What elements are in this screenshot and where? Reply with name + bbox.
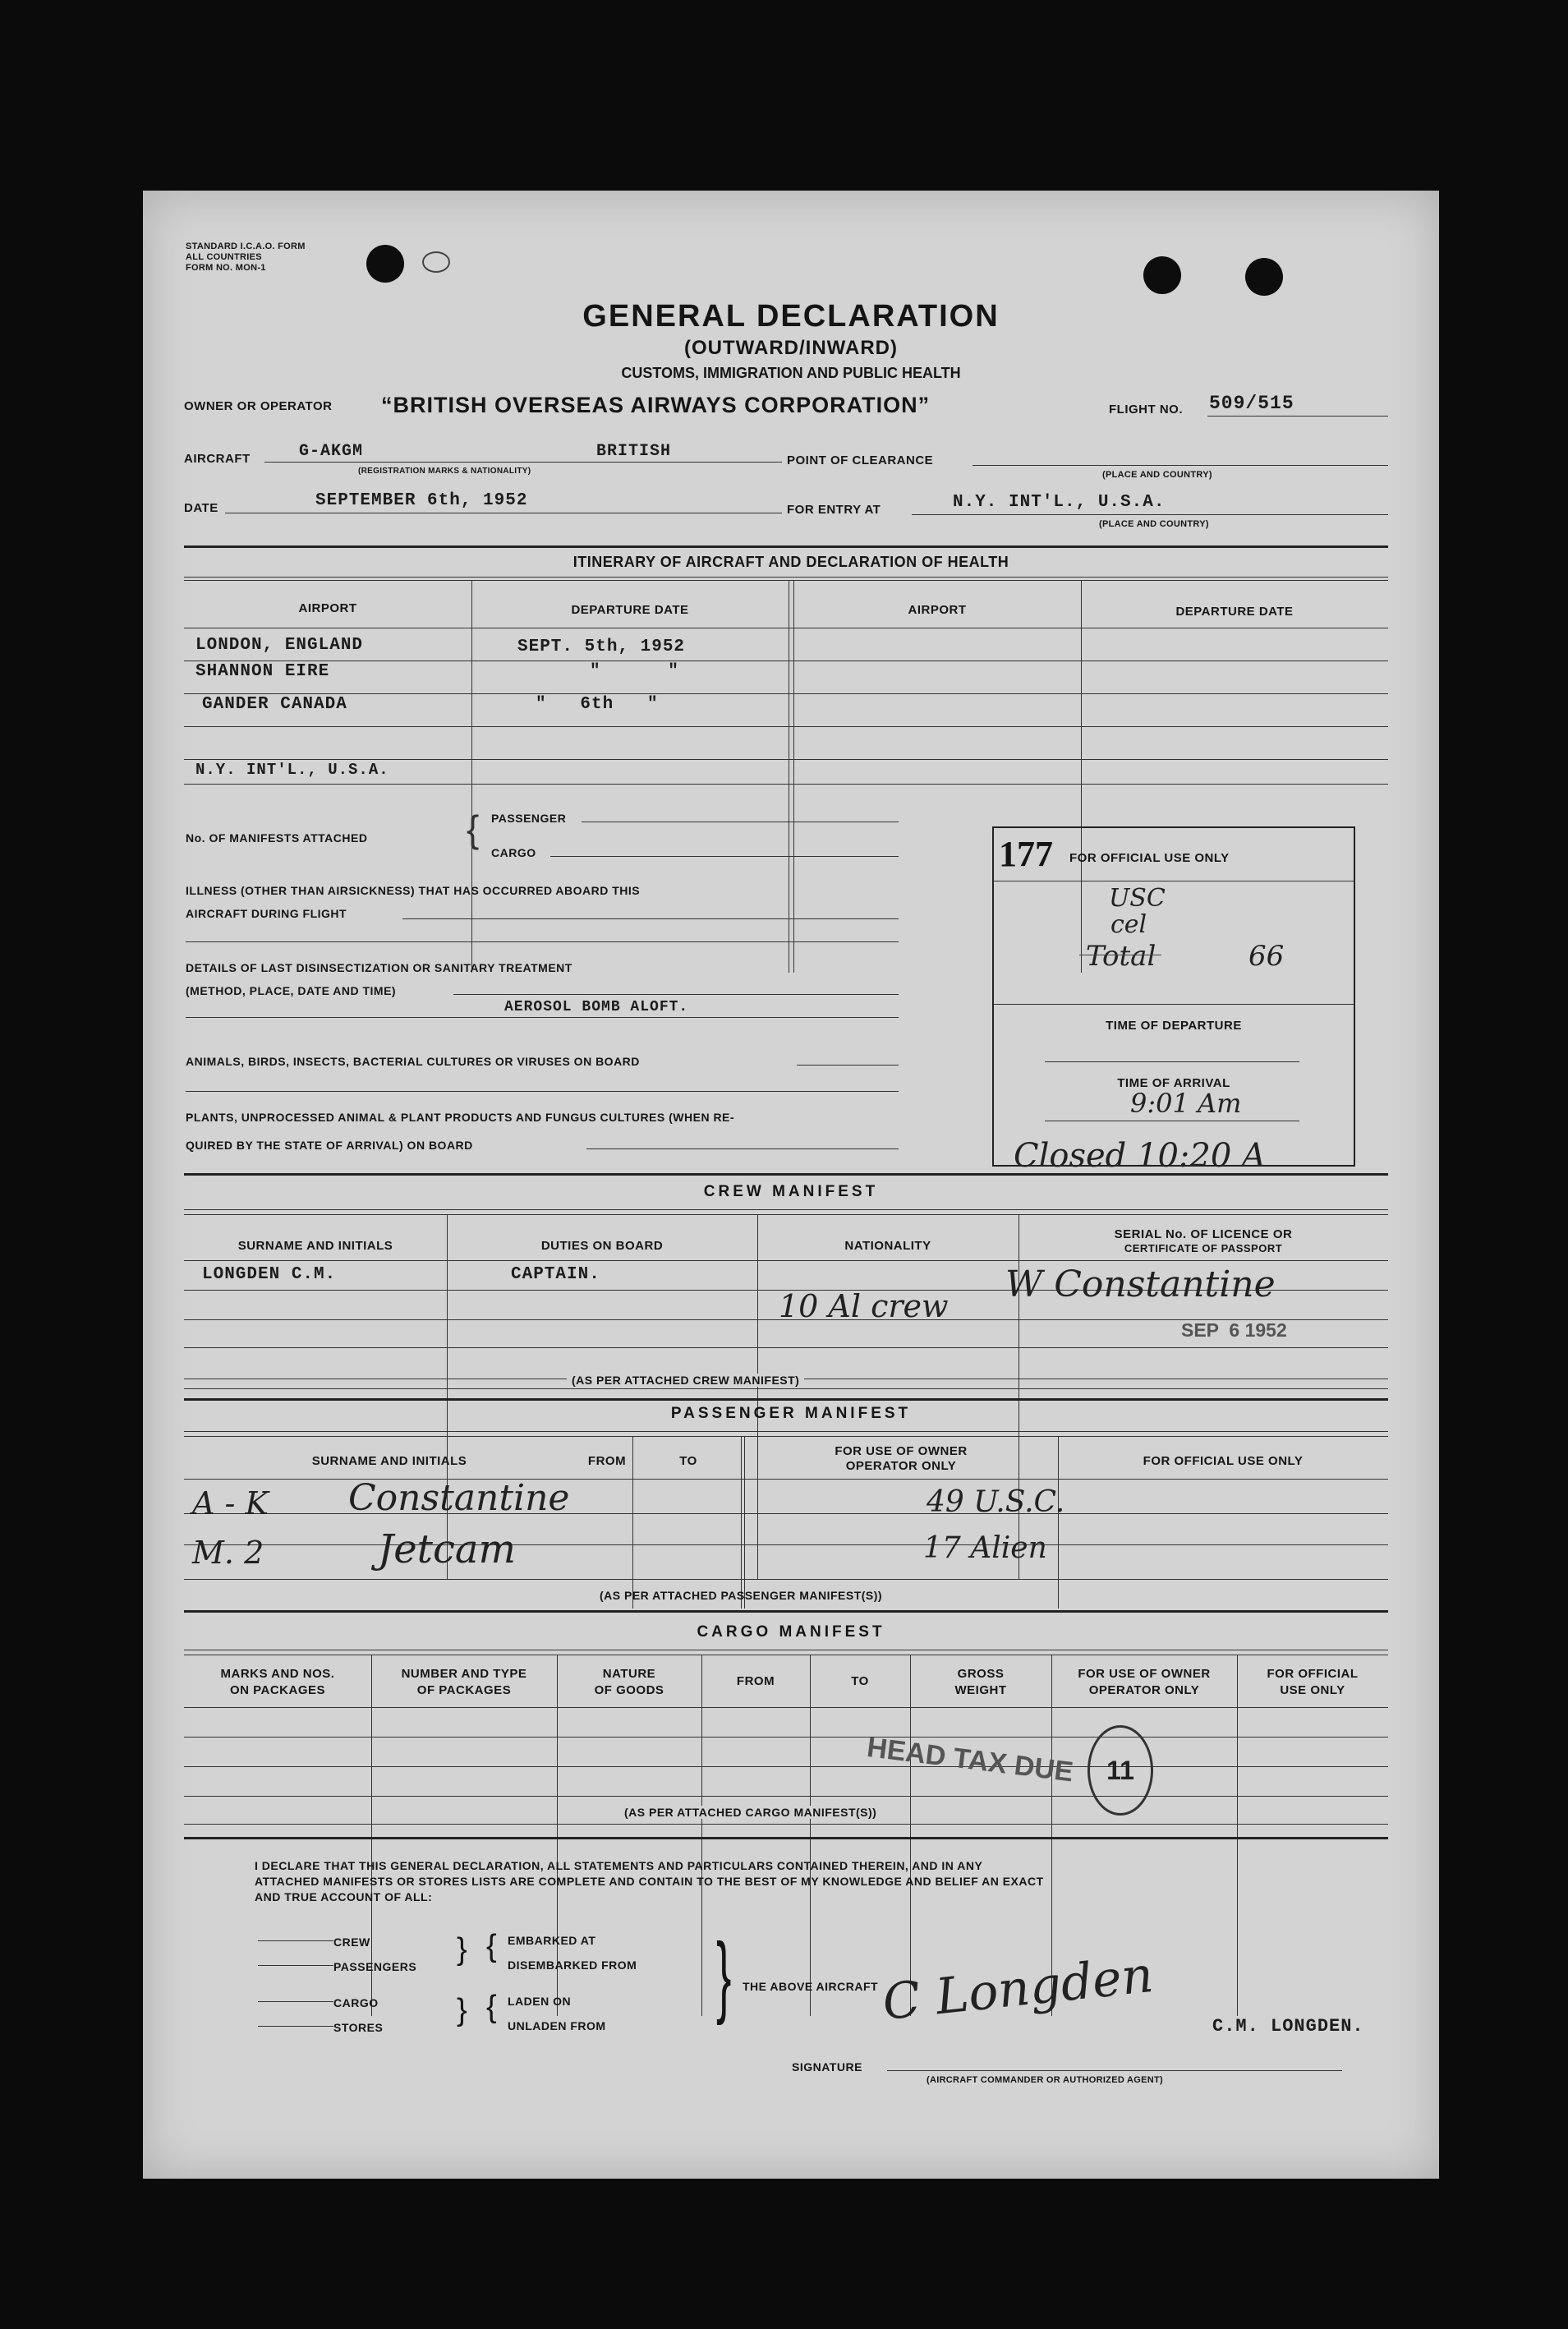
form-standard-line: STANDARD I.C.A.O. FORM bbox=[186, 242, 306, 251]
clearance-label: POINT OF CLEARANCE bbox=[787, 453, 934, 467]
declaration-line-3: AND TRUE ACCOUNT OF ALL: bbox=[255, 1890, 433, 1903]
itinerary-title: ITINERARY OF AIRCRAFT AND DECLARATION OF HEALTH bbox=[572, 554, 1009, 570]
cargo-header-to: TO bbox=[851, 1674, 869, 1688]
crew-date-stamp: SEP 6 1952 bbox=[1181, 1319, 1287, 1341]
official-hand-total: Total bbox=[1086, 940, 1156, 973]
time-of-departure: TIME OF DEPARTURE bbox=[1106, 1019, 1242, 1033]
passenger-manifest-title: PASSENGER MANIFEST bbox=[670, 1405, 912, 1422]
page-subtitle-2: CUSTOMS, IMMIGRATION AND PUBLIC HEALTH bbox=[621, 365, 961, 381]
crew-nationality-hand: 10 Al crew bbox=[779, 1288, 949, 1324]
aircraft-nationality: BRITISH bbox=[596, 442, 672, 461]
itin-row-airport: N.Y. INT'L., U.S.A. bbox=[195, 761, 389, 779]
page-title: GENERAL DECLARATION bbox=[582, 299, 1000, 334]
itin-header-airport-2: AIRPORT bbox=[908, 603, 967, 617]
owner-label: OWNER OR OPERATOR bbox=[184, 399, 333, 413]
signer-name: C.M. LONGDEN. bbox=[1212, 2016, 1364, 2037]
decl-passengers: PASSENGERS bbox=[333, 1960, 417, 1973]
cargo-header-marks-line2: ON PACKAGES bbox=[229, 1683, 326, 1697]
flight-label: FLIGHT NO. bbox=[1109, 403, 1183, 417]
decl-stores: STORES bbox=[333, 2021, 384, 2034]
itin-row-airport: LONDON, ENGLAND bbox=[195, 636, 364, 655]
closed-time-hand: Closed 10:20 A bbox=[1014, 1137, 1266, 1175]
form-countries-line: ALL COUNTRIES bbox=[186, 252, 262, 262]
illness-line-2: AIRCRAFT DURING FLIGHT bbox=[186, 907, 347, 920]
cargo-header-official-line1: FOR OFFICIAL bbox=[1267, 1667, 1359, 1681]
cargo-header-weight-line2: WEIGHT bbox=[954, 1683, 1007, 1697]
punch-hole-right-1 bbox=[1143, 256, 1181, 294]
entry-value: N.Y. INT'L., U.S.A. bbox=[953, 493, 1166, 512]
cargo-header-number-line1: NUMBER AND TYPE bbox=[401, 1667, 527, 1681]
passenger-row2-code: M. 2 bbox=[192, 1535, 264, 1571]
itin-header-date-2: DEPARTURE DATE bbox=[1175, 605, 1294, 619]
passenger-row2-name: Jetcam bbox=[378, 1526, 516, 1572]
date-label: DATE bbox=[184, 501, 218, 515]
cargo-header-weight bbox=[910, 1666, 1051, 1699]
head-tax-stamp-number: 11 bbox=[1087, 1725, 1153, 1816]
declaration-line-1: I DECLARE THAT THIS GENERAL DECLARATION, ALL STATEMENTS AND PARTICULARS CONTAINED THEREIN, AND IN ANY bbox=[255, 1859, 983, 1872]
cargo-header-official bbox=[1237, 1666, 1388, 1699]
official-hand-cel: cel bbox=[1110, 910, 1147, 939]
passenger-header-owner: FOR USE OF OWNER bbox=[835, 1444, 968, 1458]
crew-header-nationality: NATIONALITY bbox=[844, 1239, 931, 1253]
entry-caption: (PLACE AND COUNTRY) bbox=[1099, 519, 1209, 529]
disinsect-line-2: (METHOD, PLACE, DATE AND TIME) bbox=[186, 984, 397, 997]
cargo-manifest-title: CARGO MANIFEST bbox=[697, 1623, 885, 1641]
official-hand-66: 66 bbox=[1248, 940, 1285, 973]
passenger-row1-code: A - K bbox=[192, 1485, 269, 1521]
declaration-text bbox=[255, 1858, 1044, 1905]
passenger-header-official: FOR OFFICIAL USE ONLY bbox=[1143, 1454, 1304, 1468]
crew-name: LONGDEN C.M. bbox=[202, 1265, 337, 1284]
cargo-header-marks bbox=[184, 1666, 371, 1699]
declaration-line-2: ATTACHED MANIFESTS OR STORES LISTS ARE COMPLETE AND CONTAIN TO THE BEST OF MY KNOWLEDGE AND BELIEF AN EXACT bbox=[255, 1875, 1044, 1888]
cargo-header-weight-line1: GROSS bbox=[957, 1667, 1005, 1681]
time-of-arrival: TIME OF ARRIVAL bbox=[1117, 1076, 1230, 1090]
cargo-header-owner-line2: OPERATOR ONLY bbox=[1088, 1683, 1200, 1697]
crew-header-certificate: CERTIFICATE OF PASSPORT bbox=[1124, 1242, 1283, 1254]
manifest-cargo: CARGO bbox=[491, 846, 536, 859]
itin-row-date: " 6th " bbox=[536, 695, 659, 714]
aircraft-reg: G-AKGM bbox=[299, 442, 364, 461]
passenger-row1-name: Constantine bbox=[348, 1477, 570, 1519]
passenger-header-operator: OPERATOR ONLY bbox=[845, 1459, 957, 1473]
crew-duty: CAPTAIN. bbox=[511, 1265, 600, 1284]
cargo-header-marks-line1: MARKS AND NOS. bbox=[220, 1667, 335, 1681]
passenger-header-to: TO bbox=[679, 1454, 697, 1468]
plants-line-1: PLANTS, UNPROCESSED ANIMAL & PLANT PRODUCTS AND FUNGUS CULTURES (WHEN RE- bbox=[186, 1111, 735, 1124]
clearance-caption: (PLACE AND COUNTRY) bbox=[1102, 470, 1212, 480]
crew-header-duties: DUTIES ON BOARD bbox=[540, 1239, 664, 1253]
punch-hole-right-2 bbox=[1245, 258, 1283, 296]
form-number: FORM NO. MON-1 bbox=[186, 263, 266, 273]
decl-unladen: UNLADEN FROM bbox=[508, 2019, 606, 2032]
manifests-label: No. OF MANIFESTS ATTACHED bbox=[186, 831, 368, 845]
cargo-header-nature bbox=[557, 1666, 701, 1699]
entry-label: FOR ENTRY AT bbox=[787, 503, 881, 517]
passenger-header-surname: SURNAME AND INITIALS bbox=[311, 1454, 467, 1468]
passenger-header-from: FROM bbox=[587, 1454, 627, 1468]
illness-line-1: ILLNESS (OTHER THAN AIRSICKNESS) THAT HAS OCCURRED ABOARD THIS bbox=[186, 884, 641, 897]
cargo-header-from: FROM bbox=[736, 1674, 775, 1688]
itin-row-date: " " bbox=[590, 662, 679, 681]
cargo-header-owner-line1: FOR USE OF OWNER bbox=[1078, 1667, 1211, 1681]
arrival-time-hand: 9:01 Am bbox=[1130, 1088, 1242, 1119]
cargo-header-number-line2: OF PACKAGES bbox=[416, 1683, 512, 1697]
itin-row-airport: GANDER CANADA bbox=[202, 695, 347, 714]
crew-footer: (AS PER ATTACHED CREW MANIFEST) bbox=[567, 1374, 804, 1387]
crew-manifest-title: CREW MANIFEST bbox=[703, 1183, 879, 1200]
passenger-row1-note: 49 U.S.C. bbox=[927, 1485, 1065, 1519]
commander-signature: C Longden bbox=[880, 1945, 1156, 2032]
decl-laden: LADEN ON bbox=[508, 1995, 572, 2008]
passenger-row2-note: 17 Alien bbox=[923, 1531, 1047, 1565]
cargo-header-nature-line2: OF GOODS bbox=[594, 1683, 664, 1697]
itin-row-airport: SHANNON EIRE bbox=[195, 662, 330, 681]
cargo-header-number bbox=[371, 1666, 557, 1699]
punch-hole-left bbox=[366, 245, 404, 283]
plants-line-2: QUIRED BY THE STATE OF ARRIVAL) ON BOARD bbox=[186, 1139, 473, 1152]
itin-row-date: SEPT. 5th, 1952 bbox=[517, 637, 686, 656]
signature-caption: (AIRCRAFT COMMANDER OR AUTHORIZED AGENT) bbox=[927, 2075, 1163, 2085]
disinsect-value: AEROSOL BOMB ALOFT. bbox=[504, 999, 689, 1015]
decl-cargo: CARGO bbox=[333, 1996, 379, 2009]
cargo-header-owner bbox=[1051, 1666, 1237, 1699]
signature-label: SIGNATURE bbox=[792, 2060, 862, 2074]
cargo-header-nature-line1: NATURE bbox=[602, 1667, 656, 1681]
decl-disembarked: DISEMBARKED FROM bbox=[508, 1958, 637, 1972]
aircraft-label: AIRCRAFT bbox=[184, 452, 251, 466]
reg-caption: (REGISTRATION MARKS & NATIONALITY) bbox=[358, 467, 531, 476]
passenger-footer: (AS PER ATTACHED PASSENGER MANIFEST(S)) bbox=[600, 1589, 883, 1602]
date-value: SEPTEMBER 6th, 1952 bbox=[315, 491, 528, 510]
itin-header-date-1: DEPARTURE DATE bbox=[571, 603, 689, 617]
manifest-passenger: PASSENGER bbox=[491, 812, 567, 825]
crew-official-signature: W Constantine bbox=[1005, 1263, 1276, 1305]
animals-label: ANIMALS, BIRDS, INSECTS, BACTERIAL CULTURES OR VIRUSES ON BOARD bbox=[186, 1055, 640, 1068]
official-number: 177 bbox=[999, 834, 1053, 874]
disinsect-line-1: DETAILS OF LAST DISINSECTIZATION OR SANITARY TREATMENT bbox=[186, 961, 572, 974]
declaration-form-sheet: STANDARD I.C.A.O. FORM ALL COUNTRIES FORM NO. MON-1 GENERAL DECLARATION (OUTWARD/INWARD) CUSTOMS, IMMIGRATION AND PUBLIC HEALTH OWNER OR OPERATOR “BRITISH OVERSEAS AIRWAYS CORPORATION” FLIGHT NO. 509/515 AIRCRAFT G-AKGM BRITISH (REGISTRATION MARKS & NATIONALITY) POINT OF CLEARANCE (PLACE AND COUNTRY) DATE SEPTEMBER 6th, 1952 FOR ENTRY AT N.Y. INT'L., U.S.A. (PLACE AND COUNTRY) ITINERARY OF AIRCRAFT AND DECLARATION OF HEALTH AIRPORT DEPARTURE DATE AIRPORT DEPARTURE DATE LONDON, ENGLAND SEPT. 5th, 1952 SHANNON EIRE " " GANDER CANADA " 6th " N.Y. INT'L., U.S.A. No. OF MANIFESTS ATTACHED { PASSENGER CARGO ILLNESS (OTHER THAN AIRSICKNESS) THAT HAS OCCURRED ABOARD THIS AIRCRAFT DURING FLIGHT DETAILS OF LAST DISINSECTIZATION OR SANITARY TREATMENT (METHOD, PLACE, DATE AND TIME) AEROSOL BOMB ALOFT. ANIMALS, BIRDS, INSECTS, BACTERIAL CULTURES OR VIRUSES ON BOARD PLANTS, UNPROCESSED ANIMAL & PLANT PRODUCTS AND FUNGUS CULTURES (WHEN RE- QUIRED BY THE STATE OF ARRIVAL) ON BOARD 177 FOR OFFICIAL USE ONLY USC cel Total 66 TIME OF DEPARTURE TIME OF ARRIVAL 9:01 Am Closed 10:20 A CREW MANIFEST SURNAME AND INITIALS DUTIES ON BOARD NATIONALITY SERIAL No. OF LICENCE OR CERTIFICATE OF PASSPORT LONGDEN C.M. CAPTAIN. 10 Al crew W Constantine SEP 6 1952 (AS PER ATTACHED CREW MANIFEST) PASSENGER MANIFEST SURNAME AND INITIALS FROM TO FOR USE OF OWNER OPERATOR ONLY FOR OFFICIAL USE ONLY A - K Constantine 49 U.S.C. M. 2 Jetcam 17 Alien (AS PER ATTACHED PASSENGER MANIFEST(S)) CARGO MANIFEST MARKS AND NOS. ON PACKAGES NUMBER AND TYPE OF PACKAGES NATURE OF GOODS FROM TO GROSS WEIGHT FOR USE OF OWNER OPERATOR ONLY FOR OFFICIAL USE ONLY HEAD TAX DUE 11 (AS PER ATTACHED CARGO MANIFEST(S)) I DECLARE THAT THIS GENERAL DECLARATION, ALL STATEMENTS AND PARTICULARS CONTAINED THEREIN, AND IN ANY ATTACHED MANIFESTS OR STORES LISTS ARE COMPLETE AND CONTAIN TO THE BEST OF MY KNOWLEDGE AND BELIEF AN EXACT AND TRUE ACCOUNT OF ALL: CREW PASSENGERS CARGO STORES } } { { EMBARKED AT DISEMBARKED FROM LADEN ON UNLADEN FROM } THE ABOVE AIRCRAFT C Longden C.M. LONGDEN. SIGNATURE (AIRCRAFT COMMANDER OR AUTHORIZED AGENT) bbox=[143, 191, 1439, 2179]
flight-value: 509/515 bbox=[1209, 393, 1294, 414]
cargo-footer: (AS PER ATTACHED CARGO MANIFEST(S)) bbox=[619, 1806, 881, 1819]
decl-embarked: EMBARKED AT bbox=[508, 1934, 596, 1947]
crew-header-surname: SURNAME AND INITIALS bbox=[237, 1239, 393, 1253]
decl-above-aircraft: THE ABOVE AIRCRAFT bbox=[743, 1980, 879, 1993]
decl-crew: CREW bbox=[333, 1935, 370, 1949]
itin-header-airport-1: AIRPORT bbox=[298, 601, 357, 615]
owner-value: “BRITISH OVERSEAS AIRWAYS CORPORATION” bbox=[381, 393, 931, 417]
official-label: FOR OFFICIAL USE ONLY bbox=[1069, 851, 1230, 865]
official-hand-usc: USC bbox=[1109, 884, 1166, 913]
crew-header-licence: SERIAL No. OF LICENCE OR bbox=[1114, 1227, 1293, 1241]
head-tax-due-stamp: HEAD TAX DUE bbox=[865, 1732, 1075, 1788]
page-subtitle: (OUTWARD/INWARD) bbox=[684, 337, 898, 359]
seal-emblem bbox=[422, 251, 450, 273]
cargo-header-official-line2: USE ONLY bbox=[1280, 1683, 1345, 1697]
